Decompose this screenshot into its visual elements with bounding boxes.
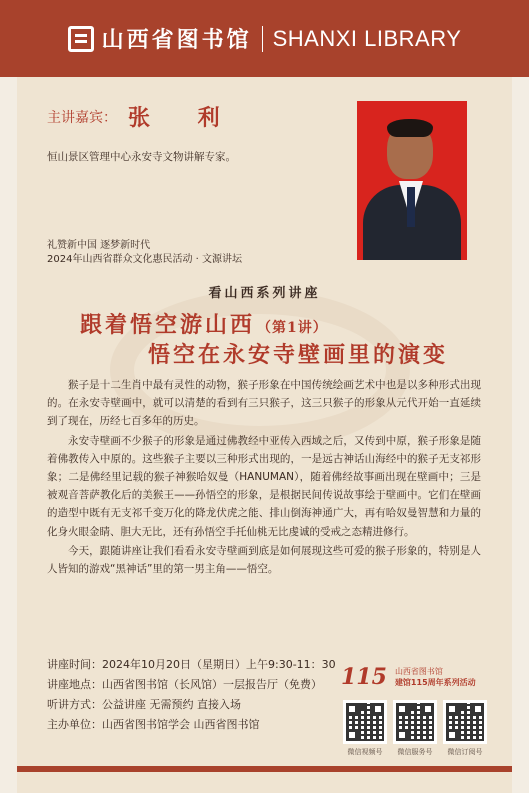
speaker-description: 恒山景区管理中心永安寺文物讲解专家。 [47, 151, 236, 163]
tagline-line2: 2024年山西省群众文化惠民活动 · 文源讲坛 [47, 254, 242, 265]
body-paragraph-2: 永安寺壁画不少猴子的形象是通过佛教经中亚传入西域之后，又传到中原，猴子形象是随着佛教传入中原的。这些猴子主要以三种形式出现的，一是远古神话山海经中的猴子无支祁形象；二是佛经里记载的猴子神猴哈奴曼（HANUMAN），随着佛经故事画出现在壁画中；三是被观音菩萨教化后的美猴王——孙悟空的形象，是根据民间传说故事绘于壁画中。它们在壁画的造型中既有无支祁千变万化的降龙伏虎之能、排山倒海神通广大，再有哈奴曼智慧和力量的化身火眼金睛、胆大无比，还有孙悟空手托仙桃无比虔诚的受戒之态精进修行。 [47, 434, 481, 538]
lecture-title-line2: 悟空在永安寺壁画里的演变 [148, 342, 449, 368]
library-logo-icon [68, 26, 94, 52]
anniversary-number: 115 [341, 664, 387, 690]
qr-label-service: 微信服务号 [397, 748, 433, 756]
lecture-title-line1 [80, 308, 328, 339]
anniversary-badge [341, 661, 501, 693]
series-title: 看山西系列讲座 [208, 286, 321, 301]
lecture-body [47, 376, 481, 579]
lecture-part: （第1讲） [257, 320, 328, 336]
badge-line1: 山西省图书馆 [394, 667, 443, 676]
footer-bar [17, 766, 512, 772]
speaker-name: 张 利 [128, 105, 240, 131]
qr-code-video[interactable] [343, 700, 387, 744]
body-paragraph-3: 今天，跟随讲座让我们看看永安寺壁画到底是如何展现这些可爱的猴子形象的，特别是人人皆知的游戏“黑神话”里的第一男主角——悟空。 [47, 544, 481, 576]
badge-line2: 建馆115周年系列活动 [394, 678, 476, 687]
tagline-line1: 礼赞新中国 逐梦新时代 [47, 240, 151, 251]
qr-code-subscription[interactable] [443, 700, 487, 744]
qr-code-service[interactable] [393, 700, 437, 744]
qr-label-video: 微信视频号 [347, 748, 383, 756]
body-paragraph-1: 猴子是十二生肖中最有灵性的动物，猴子形象在中国传统绘画艺术中也是以多种形式出现的。在永安寺壁画中，就可以清楚的看到有三只猴子，这三只猴子的形象从元代开始一直延续到了现在，历经七百多年的历史。 [47, 379, 481, 428]
photo-hair [387, 119, 433, 137]
info-host: 主办单位：山西省图书馆学会 山西省图书馆 [47, 718, 260, 731]
info-method: 听讲方式：公益讲座 无需预约 直接入场 [47, 698, 241, 711]
qr-label-subscription: 微信订阅号 [447, 748, 483, 756]
header-divider [262, 26, 263, 52]
speaker-label: 主讲嘉宾： [47, 110, 117, 126]
photo-tie [407, 187, 415, 227]
header-banner [0, 0, 529, 77]
info-place: 讲座地点：山西省图书馆（长风馆）一层报告厅（免费） [47, 678, 322, 691]
speaker-photo [357, 101, 467, 260]
lecture-title-text: 跟着悟空游山西 [80, 312, 256, 338]
header-title-en: SHANXI LIBRARY [272, 25, 462, 51]
info-time: 讲座时间：2024年10月20日（星期日）上午9:30-11：30 [47, 658, 336, 671]
header-title-cn: 山西省图书馆 [101, 27, 252, 53]
